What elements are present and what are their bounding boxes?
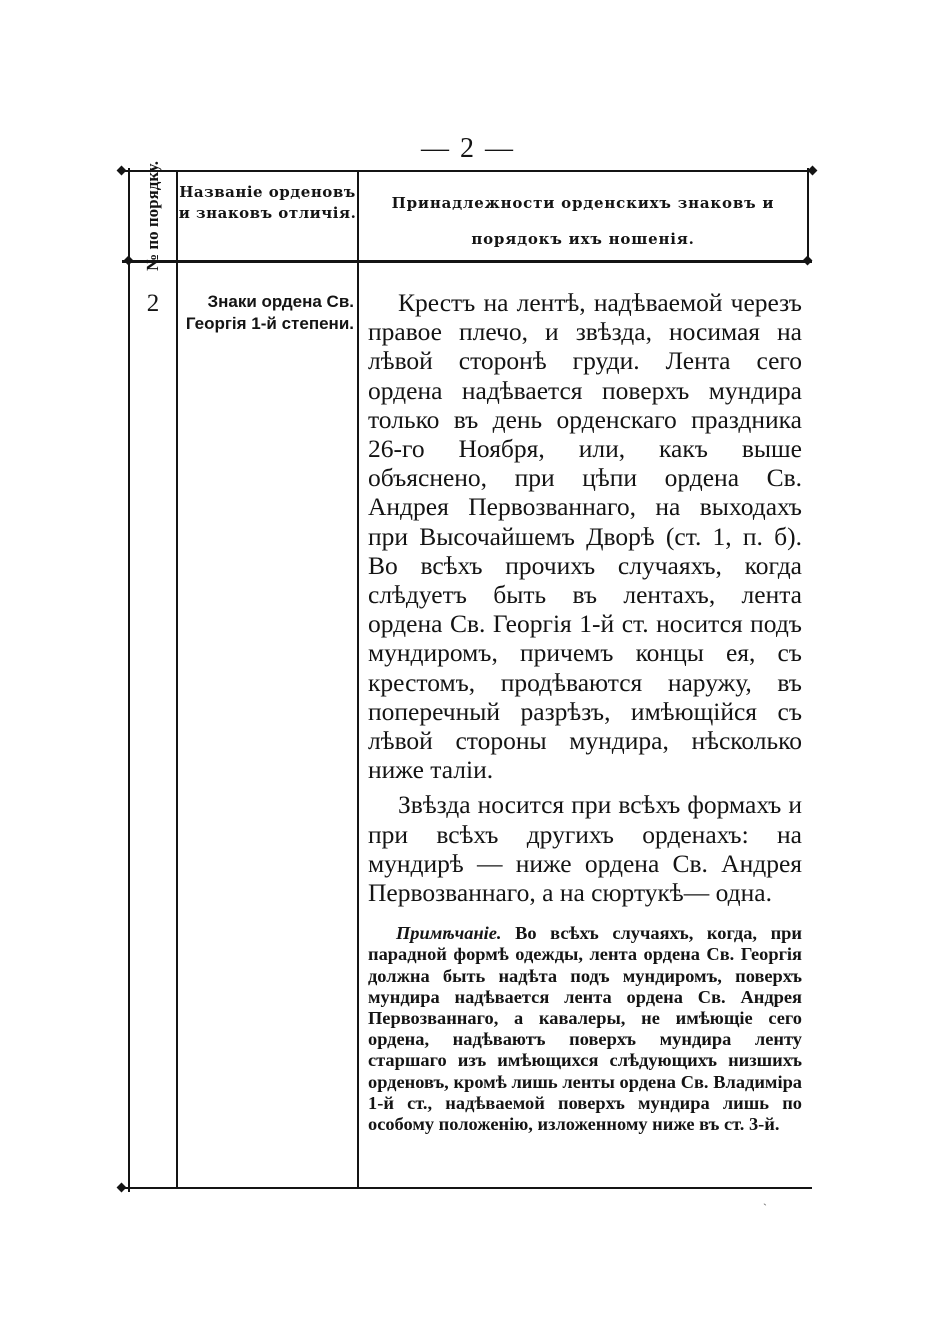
header-number-cell bbox=[130, 160, 176, 272]
table-bottom-rule bbox=[122, 1187, 812, 1189]
rule-ornament bbox=[117, 1183, 127, 1193]
rule-ornament bbox=[808, 166, 818, 176]
header-number: № по порядку. bbox=[143, 160, 162, 272]
note-label: Примѣчаніе. bbox=[396, 923, 502, 944]
rule-ornament bbox=[803, 256, 813, 266]
column-divider-2 bbox=[357, 170, 359, 1189]
header-description: Принадлежности орденскихъ знаковъ и порядокъ ихъ ношенія. bbox=[391, 194, 775, 248]
row-number: 2 bbox=[146, 290, 160, 317]
description-paragraph: Крестъ на лентѣ, надѣваемой черезъ правое плечо, и звѣзда, носимая на лѣвой сторонѣ груди. Лента сего ордена надѣвается поверхъ мундира только въ день орденскаго праздника 26-го Ноября, или, какъ выше объяснено, при цѣпи ордена Св. Андрея Первозваннаго, на выходахъ при Высочайшемъ Дворѣ (ст. 1, п. б). Во всѣхъ прочихъ случаяхъ, когда слѣдуетъ быть въ лентахъ, лента ордена Св. Георгія 1-й ст. носится подъ мундиромъ, причемъ концы ея, съ крестомъ, продѣваются наружу, въ поперечный разрѣзъ, имѣющійся съ лѣвой стороны мундира, нѣсколько ниже таліи. bbox=[368, 288, 802, 785]
table-header-rule bbox=[122, 260, 812, 263]
header-order-name: Названіе орденовъ и знаковъ отличія. bbox=[178, 183, 357, 222]
description-paragraph: Звѣзда носится при всѣхъ формахъ и при всѣхъ другихъ орденахъ: на мундирѣ — ниже ордена Св. Андрея Первозваннаго, а на сюртукѣ— одна. bbox=[368, 790, 802, 908]
rule-ornament bbox=[117, 166, 127, 176]
table-right-border bbox=[807, 168, 809, 264]
print-speck: ˏ bbox=[763, 1192, 767, 1206]
page-number: — 2 — bbox=[421, 133, 515, 164]
note-text: Во всѣхъ случаяхъ, когда, при парадной формѣ одежды, лента ордена Св. Георгія должна быть надѣта подъ мундиромъ, поверхъ мундира надѣвается лента ордена Св. Андрея Первозваннаго, а кавалеры, не имѣющіе сего ордена, надѣваютъ поверхъ мундира ленту старшаго изъ имѣющихся слѣдующихъ низшихъ орденовъ, кромѣ лишь ленты ордена Св. Владиміра 1-й ст., надѣваемой поверхъ мундира лишь по особому положенію, изложенному ниже въ ст. 3-й. bbox=[368, 923, 802, 1135]
order-description bbox=[368, 288, 802, 1135]
note-paragraph bbox=[368, 923, 802, 1135]
table-left-border bbox=[128, 168, 130, 1192]
order-name: Знаки ордена Св. Георгія 1-й степени. bbox=[185, 292, 354, 333]
table-top-rule bbox=[122, 170, 812, 172]
column-divider-1 bbox=[176, 170, 178, 1189]
